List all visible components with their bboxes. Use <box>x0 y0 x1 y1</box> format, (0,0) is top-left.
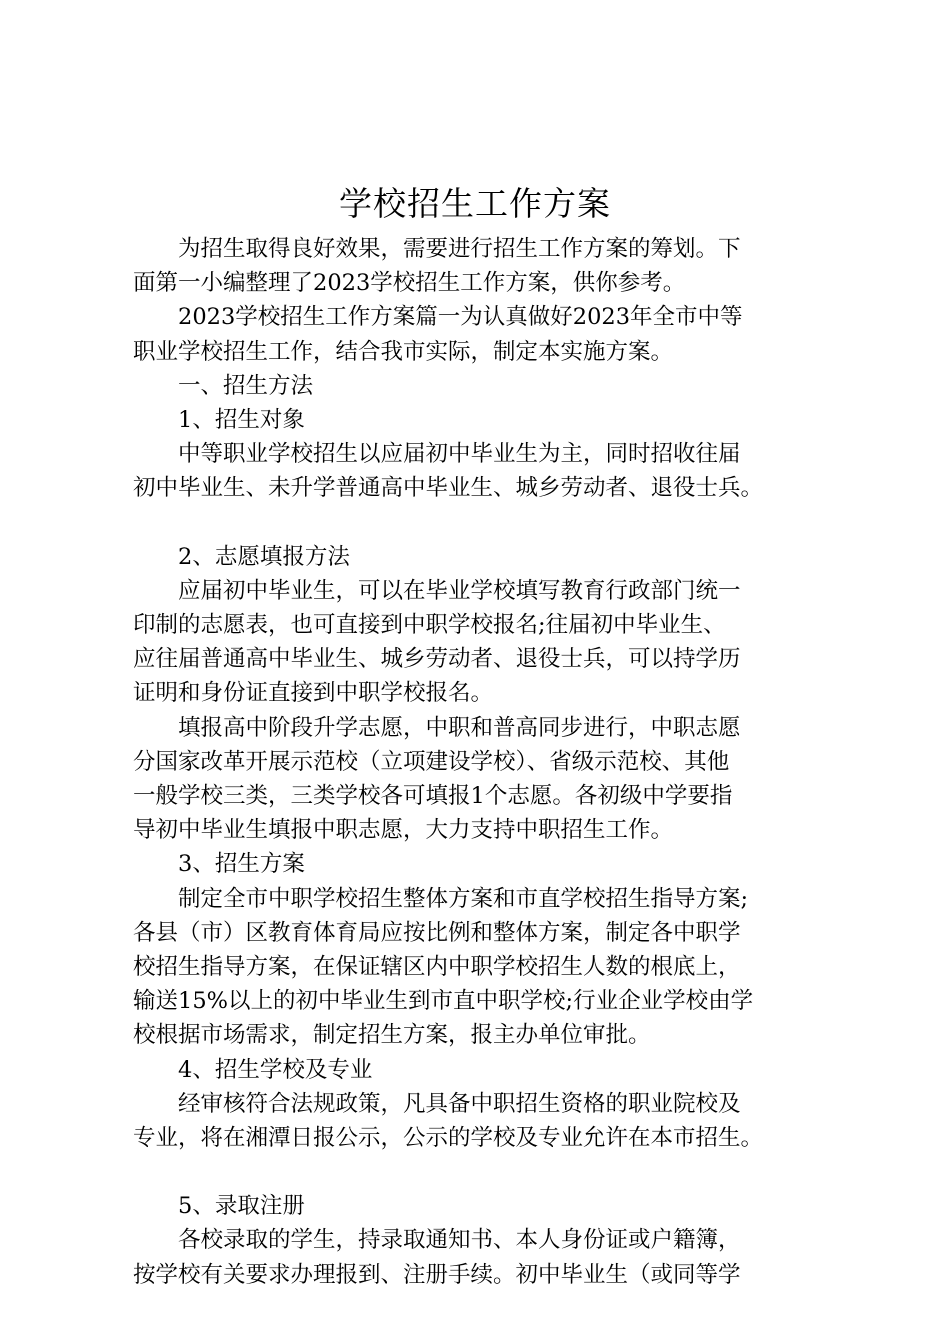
text-line: 输送15%以上的初中毕业生到市直中职学校;行业企业学校由学 <box>133 988 754 1015</box>
blank-line <box>133 1155 833 1189</box>
text-line: 证明和身份证直接到中职学校报名。 <box>133 680 494 707</box>
text-line: 校招生指导方案，在保证辖区内中职学校招生人数的根底上， <box>133 954 741 981</box>
text-line: 校根据市场需求，制定招生方案，报主办单位审批。 <box>133 1022 651 1049</box>
text-line: 2023学校招生工作方案篇一为认真做好2023年全市中等 <box>133 304 743 331</box>
text-line: 导初中毕业生填报中职志愿，大力支持中职招生工作。 <box>133 817 674 844</box>
document-title: 学校招生工作方案 <box>339 184 611 223</box>
text-line: 各校录取的学生，持录取通知书、本人身份证或户籍簿， <box>133 1227 741 1254</box>
text-line: 填报高中阶段升学志愿，中职和普高同步进行，中职志愿 <box>133 714 741 741</box>
subsection-heading: 3、招生方案 <box>133 851 305 878</box>
text-line: 经审核符合法规政策，凡具备中职招生资格的职业院校及 <box>133 1090 741 1117</box>
subsection-heading: 5、录取注册 <box>133 1193 305 1220</box>
text-line: 为招生取得良好效果，需要进行招生工作方案的筹划。下 <box>133 236 741 262</box>
subsection-heading: 4、招生学校及专业 <box>133 1056 373 1083</box>
text-line: 制定全市中职学校招生整体方案和市直学校招生指导方案; <box>133 885 749 912</box>
text-line: 分国家改革开展示范校（立项建设学校）、省级示范校、其他 <box>133 748 730 775</box>
text-line: 面第一小编整理了2023学校招生工作方案，供你参考。 <box>133 270 686 297</box>
subsection-heading: 1、招生对象 <box>133 407 305 434</box>
text-line: 初中毕业生、未升学普通高中毕业生、城乡劳动者、退役士兵。 <box>133 475 764 502</box>
text-line: 专业，将在湘潭日报公示，公示的学校及专业允许在本市招生。 <box>133 1125 764 1152</box>
text-line: 印制的志愿表，也可直接到中职学校报名;往届初中毕业生、 <box>133 612 726 639</box>
text-line: 各县（市）区教育体育局应按比例和整体方案，制定各中职学 <box>133 919 741 946</box>
text-line: 一般学校三类，三类学校各可填报1个志愿。各初级中学要指 <box>133 783 733 810</box>
text-line: 按学校有关要求办理报到、注册手续。初中毕业生（或同等学 <box>133 1261 741 1288</box>
subsection-heading: 2、志愿填报方法 <box>133 543 350 570</box>
text-line: 应往届普通高中毕业生、城乡劳动者、退役士兵，可以持学历 <box>133 646 741 673</box>
section-heading: 一、招生方法 <box>133 372 314 399</box>
document-body <box>133 232 833 1292</box>
text-line: 应届初中毕业生，可以在毕业学校填写教育行政部门统一 <box>133 577 741 604</box>
blank-line <box>133 506 833 540</box>
text-line: 职业学校招生工作，结合我市实际，制定本实施方案。 <box>133 338 674 365</box>
text-line: 中等职业学校招生以应届初中毕业生为主，同时招收往届 <box>133 441 741 468</box>
